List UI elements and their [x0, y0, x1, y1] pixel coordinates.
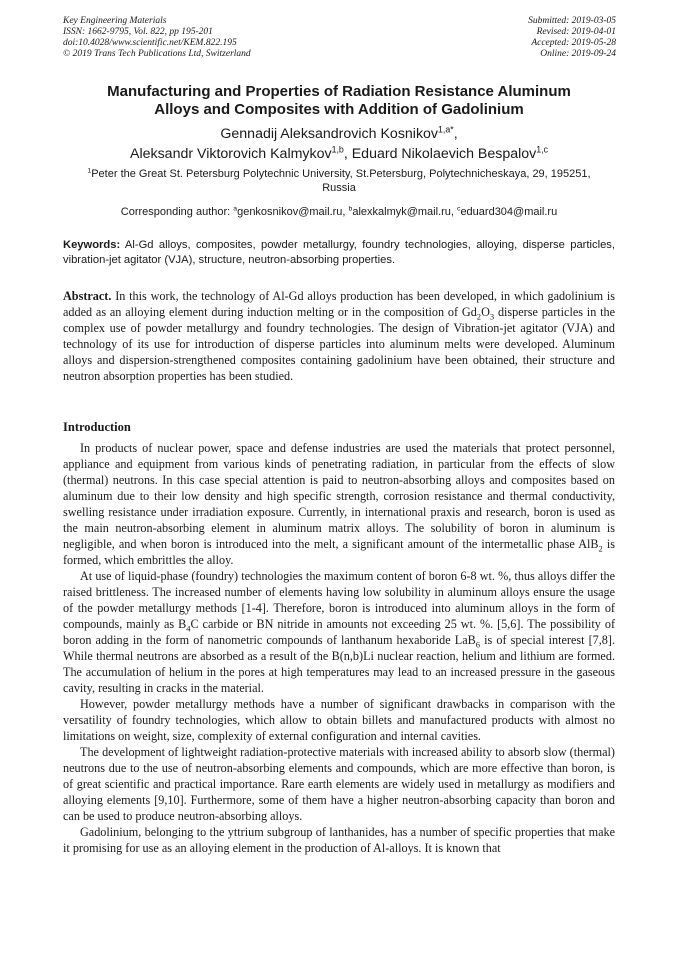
author-name: Aleksandr Viktorovich Kalmykov — [129, 146, 332, 162]
corresponding-author — [40, 205, 638, 219]
introduction-body — [63, 440, 615, 856]
keywords-text: Al-Gd alloys, composites, powder metallurgy, foundry technologies, alloying, disperse particles, vibration-jet agitator (VJA), structure, neutron-absorbing properties. — [63, 239, 615, 266]
paper-title — [40, 83, 638, 119]
abstract-text: In this work, the technology of Al-Gd alloys production has been developed, in which gadolinium is added as an alloying element during induction melting or in the composition of Gd — [63, 289, 615, 319]
journal-name: Key Engineering Materials — [63, 16, 167, 26]
paragraph-text: In products of nuclear power, space and defense industries are used the materials that protect personnel, appliance and equipment from various kinds of penetrating radiation, in particular from the effects of slow (thermal) neutrons. In this case special attention is paid to neutron-absorbing alloys and composites based on aluminum due to their low density and high specific strength, corrosion resistance and thermal conductivity, swelling resistance under irradiation exposure. Currently, in international praxis and research, boron is used as the main neutron-absorbing element in aluminum matrix alloys. The solubility of boron in aluminum is negligible, and when boron is introduced into the melt, a significant amount of the intermetallic phase AlB — [63, 441, 615, 551]
subscript: 6 — [475, 639, 481, 650]
abstract-text: disperse particles in the complex use of powder metallurgy and foundry technologies. The design of Vibration-jet agitator (VJA) and technology of its use for introduction of disperse particles into aluminum melts were developed. Aluminum alloys and dispersion-strengthened composites containing gadolinium have been obtained, their structure and neutron absorption properties has been studied. — [63, 305, 615, 383]
abstract-section — [63, 288, 615, 384]
email-link[interactable]: eduard304@mail.ru — [460, 206, 558, 218]
subscript: 2 — [598, 543, 603, 554]
author-list — [40, 124, 638, 164]
email-separator: , — [450, 206, 458, 218]
corresponding-label: Corresponding author: — [120, 206, 234, 218]
abstract-label: Abstract. — [63, 289, 112, 303]
submitted-date: Submitted: 2019-03-05 — [528, 16, 616, 26]
online-date: Online: 2019-09-24 — [540, 49, 616, 59]
accepted-date: Accepted: 2019-05-28 — [531, 38, 616, 48]
paragraph — [63, 568, 615, 696]
affiliation-text: Peter the Great St. Petersburg Polytechnic University, St.Petersburg, Polytechnicheskaya, 29, 195251, Russia — [91, 168, 591, 194]
subscript: 4 — [186, 623, 191, 634]
journal-info — [63, 16, 251, 60]
publication-dates — [528, 16, 616, 60]
author-line-1 — [40, 124, 638, 144]
author-separator: , — [453, 126, 458, 142]
paragraph-text: At use of liquid-phase (foundry) technologies the maximum content of boron 6-8 wt. %, thus alloys differ the raised brittleness. The increased number of elements having low solubility in aluminum alloys ensure the usage of the powder metallurgy methods [1-4]. Therefore, boron is introduced into aluminum alloys in the form of compounds, mainly as B — [63, 569, 615, 631]
affiliation-mark: 1 — [87, 167, 92, 175]
title-line-2: Alloys and Composites with Addition of Gadolinium — [154, 101, 524, 118]
email-link[interactable]: alexkalmyk@mail.ru — [352, 206, 451, 218]
issn-line: ISSN: 1662-9795, Vol. 822, pp 195-201 — [63, 27, 213, 37]
email-mark: b — [348, 205, 353, 213]
abstract-text: O — [481, 305, 490, 319]
section-heading: Introduction — [63, 420, 131, 434]
paragraph: Gadolinium, belonging to the yttrium subgroup of lanthanides, has a number of specific properties that make it promising for use as an alloying element in the production of Al-alloys. It is known that — [63, 825, 615, 855]
keywords-label: Keywords: — [63, 239, 121, 251]
paragraph-text: is formed, which embrittles the alloy. — [63, 537, 615, 567]
paragraph: However, powder metallurgy methods have a number of significant drawbacks in comparison with the versatility of foundry technologies, which allow to obtain billets and manufactured products with almost no limitations on weight, size, complexity of external configuration and internal cavities. — [63, 697, 615, 743]
author-name: Eduard Nikolaevich Bespalov — [351, 146, 537, 162]
author-name: Gennadij Aleksandrovich Kosnikov — [220, 126, 439, 142]
paragraph: The development of lightweight radiation-protective materials with increased ability to absorb slow (thermal) neutrons due to the use of neutron-absorbing elements and compounds, which are more effective than boron, is of great scientific and practical importance. Rare earth elements are widely used in metallurgy as modifiers and alloying elements [9,10]. Furthermore, some of them have a higher neutron-absorbing capacity than boron and can be used to produce neutron-absorbing alloys. — [63, 745, 615, 823]
paragraph-text: is of special interest [7,8]. While thermal neutrons are absorbed as a result of the B(n,b)Li nuclear reaction, helium and lithium are formed. The accumulation of helium in the pores at high temperatures may lead to an increased pressure in the gaseous cavity, resulting in cracks in the material. — [63, 633, 615, 695]
email-link[interactable]: genkosnikov@mail.ru — [237, 206, 343, 218]
paragraph-text: C carbide or BN nitride in amounts not exceeding 25 wt. %. [5,6]. The possibility of boron adding in the form of nanometric compounds of lanthanum hexaboride LaB — [63, 617, 616, 647]
subscript: 3 — [489, 311, 495, 322]
title-line-1: Manufacturing and Properties of Radiation Resistance Aluminum — [107, 83, 571, 100]
author-affiliation-mark: 1,b — [331, 144, 344, 155]
email-mark: c — [457, 205, 461, 213]
revised-date: Revised: 2019-04-01 — [536, 27, 616, 37]
paragraph — [63, 440, 615, 568]
author-affiliation-mark: 1,c — [536, 144, 549, 155]
author-separator: , — [343, 146, 352, 162]
email-separator: , — [342, 206, 349, 218]
keywords-section — [63, 238, 615, 268]
email-mark: a — [233, 205, 238, 213]
author-line-2 — [40, 144, 638, 164]
author-affiliation-mark: 1,a* — [438, 124, 454, 135]
copyright-line: © 2019 Trans Tech Publications Ltd, Switzerland — [63, 49, 251, 59]
subscript: 2 — [476, 311, 482, 322]
affiliation — [70, 167, 608, 195]
doi-line[interactable]: doi:10.4028/www.scientific.net/KEM.822.195 — [63, 38, 237, 48]
